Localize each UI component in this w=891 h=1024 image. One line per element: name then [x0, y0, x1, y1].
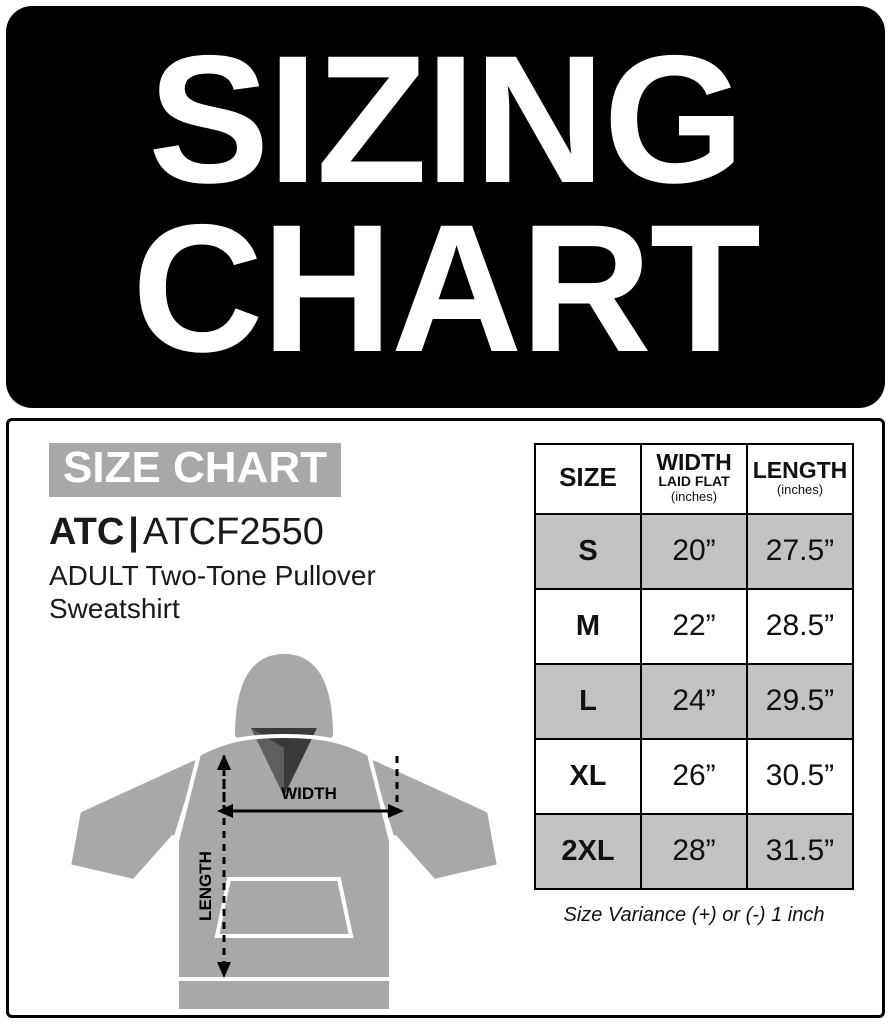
brand-name: ATC	[49, 511, 125, 554]
cell-size: L	[535, 664, 641, 739]
table-header-row	[535, 444, 853, 514]
cell-size: M	[535, 589, 641, 664]
cell-length: 30.5”	[747, 739, 853, 814]
column-header-length-unit: (inches)	[776, 481, 824, 497]
size-chart-badge: SIZE CHART	[49, 443, 341, 497]
table-row	[535, 814, 853, 889]
table-row	[535, 664, 853, 739]
product-description: ADULT Two-Tone Pullover Sweatshirt	[49, 560, 376, 625]
size-table-body	[535, 514, 853, 889]
cell-length: 27.5”	[747, 514, 853, 589]
column-header-width-main: WIDTH	[656, 449, 732, 475]
style-code: ATCF2550	[142, 511, 324, 554]
size-chart-panel	[6, 418, 885, 1018]
cell-width: 26”	[641, 739, 747, 814]
header-banner	[6, 6, 885, 408]
banner-title-line2: CHART	[132, 186, 759, 390]
size-table-wrap	[534, 443, 854, 927]
cell-length: 28.5”	[747, 589, 853, 664]
cell-length: 29.5”	[747, 664, 853, 739]
width-label: WIDTH	[281, 784, 337, 803]
product-info-block	[49, 443, 519, 625]
cell-width: 20”	[641, 514, 747, 589]
hoodie-diagram-svg	[39, 636, 529, 1011]
column-header-length	[747, 444, 853, 514]
cell-width: 22”	[641, 589, 747, 664]
table-row	[535, 589, 853, 664]
column-header-length-main: LENGTH	[752, 456, 848, 483]
cell-width: 24”	[641, 664, 747, 739]
table-row	[535, 739, 853, 814]
brand-separator: |	[128, 511, 139, 554]
cell-width: 28”	[641, 814, 747, 889]
column-header-width	[641, 444, 747, 514]
column-header-size: SIZE	[535, 444, 641, 514]
banner-title-line1: SIZING	[148, 16, 743, 221]
size-table	[534, 443, 854, 890]
cell-size: S	[535, 514, 641, 589]
size-variance-note: Size Variance (+) or (-) 1 inch	[563, 903, 825, 926]
column-header-width-unit: (inches)	[670, 489, 718, 505]
cell-size: XL	[535, 739, 641, 814]
cell-size: 2XL	[535, 814, 641, 889]
length-label: LENGTH	[196, 851, 215, 921]
hoodie-body-shape	[69, 654, 499, 1011]
cell-length: 31.5”	[747, 814, 853, 889]
size-table-head	[535, 444, 853, 514]
table-row	[535, 514, 853, 589]
column-header-width-sub: LAID FLAT	[658, 473, 730, 489]
brand-style-line	[49, 513, 519, 553]
garment-illustration	[39, 636, 529, 1011]
